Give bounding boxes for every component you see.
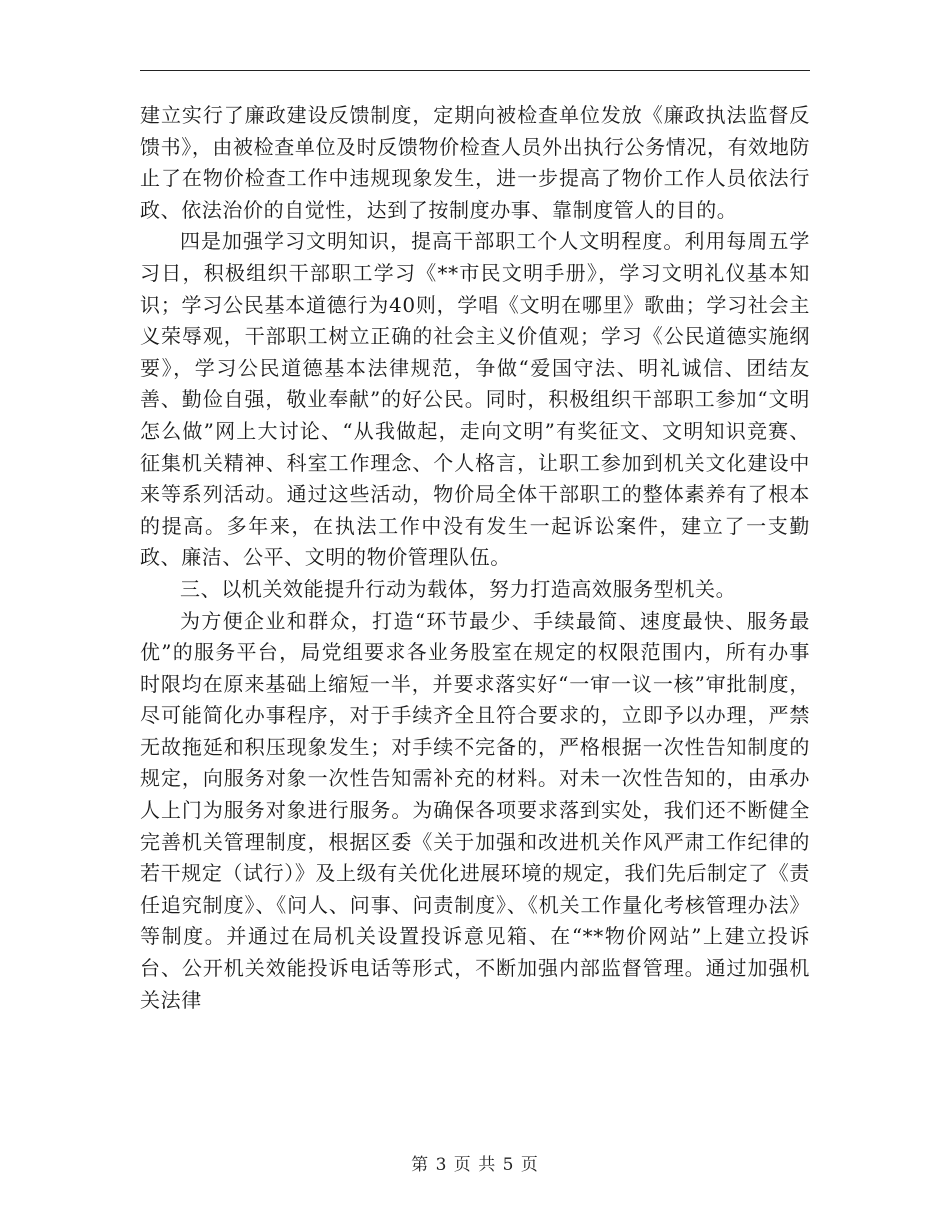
page-number: 第 3 页 共 5 页 xyxy=(411,1155,539,1175)
paragraph-4: 为方便企业和群众，打造“环节最少、手续最简、速度最快、服务最优”的服务平台，局党组要求各业务股室在规定的权限范围内，所有办事时限均在原来基础上缩短一半，并要求落实好“一审一议一核”审批制度，尽可能简化办事程序，对于手续齐全且符合要求的，立即予以办理，严禁无故拖延和积压现象发生；对手续不完备的，严格根据一次性告知制度的规定，向服务对象一次性告知需补充的材料。对未一次性告知的，由承办人上门为服务对象进行服务。为确保各项要求落到实处，我们还不断健全完善机关管理制度，根据区委《关于加强和改进机关作风严肃工作纪律的若干规定（试行）》及上级有关优化进展环境的规定，我们先后制定了《责任追究制度》、《问人、问事、问责制度》、《机关工作量化考核管理办法》等制度。并通过在局机关设置投诉意见箱、在“**物价网站”上建立投诉台、公开机关效能投诉电话等形式，不断加强内部监督管理。通过加强机关法律 xyxy=(140,608,810,1012)
document-body xyxy=(140,100,810,1016)
section-heading: 三、以机关效能提升行动为载体，努力打造高效服务型机关。 xyxy=(180,576,737,601)
paragraph-1: 建立实行了廉政建设反馈制度，定期向被检查单位发放《廉政执法监督反馈书》，由被检查单位及时反馈物价检查人员外出执行公务情况，有效地防止了在物价检查工作中违规现象发生，进一步提高了物价工作人员依法行政、依法治价的自觉性，达到了按制度办事、靠制度管人的目的。 xyxy=(140,103,810,222)
paragraph-2: 四是加强学习文明知识，提高干部职工个人文明程度。利用每周五学习日，积极组织干部职工学习《**市民文明手册》，学习文明礼仪基本知识；学习公民基本道德行为40则，学唱《文明在哪里》歌曲；学习社会主义荣辱观，干部职工树立正确的社会主义价值观；学习《公民道德实施纲要》，学习公民道德基本法律规范，争做“爱国守法、明礼诚信、团结友善、勤俭自强，敬业奉献”的好公民。同时，积极组织干部职工参加“文明怎么做”网上大讨论、“从我做起，走向文明”有奖征文、文明知识竞赛、征集机关精神、科室工作理念、个人格言，让职工参加到机关文化建设中来等系列活动。通过这些活动，物价局全体干部职工的整体素养有了根本的提高。多年来，在执法工作中没有发生一起诉讼案件，建立了一支勤政、廉洁、公平、文明的物价管理队伍。 xyxy=(140,229,810,570)
header-rule xyxy=(140,70,810,71)
